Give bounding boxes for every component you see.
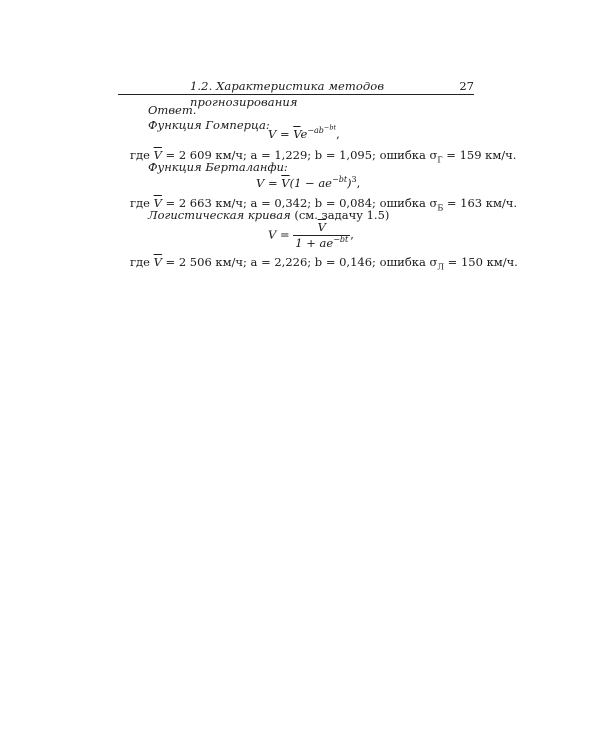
answer-label: Ответ. — [148, 103, 197, 117]
running-head — [118, 78, 474, 109]
formula-fraction — [293, 221, 350, 250]
where-error: = 163 км/ч. — [443, 196, 518, 210]
formula-close: ) — [347, 176, 352, 190]
where-error: = 159 км/ч. — [442, 148, 517, 162]
formula-tail: , — [336, 127, 340, 141]
bertalanffy-label: Функция Берталанфи: — [148, 160, 288, 174]
header-rule — [118, 94, 474, 95]
where-prefix: где — [130, 255, 154, 269]
logistic-formula — [268, 221, 354, 250]
formula-tail: , — [350, 227, 354, 242]
sigma-subscript: Б — [437, 203, 444, 213]
where-v-bar: $\overline{V}$ — [153, 148, 162, 162]
logistic-reference: (см. задачу 1.5) — [290, 208, 390, 222]
formula-exp2: −bt — [323, 123, 337, 132]
fraction-numerator: $\overline{V}$ — [317, 220, 326, 234]
where-values: = 2 609 км/ч; a = 1,229; b = 1,095; ошибка σ — [161, 148, 438, 162]
where-error: = 150 км/ч. — [444, 255, 518, 269]
logistic-label-line — [148, 208, 389, 222]
formula-lhs: V = — [268, 227, 294, 242]
denominator-exp: −bt — [333, 235, 349, 245]
formula-e: e — [300, 127, 308, 141]
formula-power: 3 — [351, 175, 357, 185]
formula-exp: −bt — [332, 175, 348, 185]
formula-lhs: V = — [268, 127, 294, 141]
where-v-bar: $\overline{V}$ — [153, 196, 162, 210]
formula-tail: , — [356, 176, 361, 190]
formula-exp: −ab — [307, 126, 324, 136]
section-title: 1.2. Характеристика методов прогнозирования — [190, 79, 385, 109]
formula-lhs: V = — [256, 176, 282, 190]
gompertz-label: Функция Гомперца: — [148, 118, 270, 132]
where-values: = 2 663 км/ч; a = 0,342; b = 0,084; ошибка σ — [161, 196, 438, 210]
formula-mid: (1 − ae — [289, 176, 332, 190]
sigma-subscript: Г — [437, 155, 443, 165]
sigma-subscript: Л — [437, 262, 445, 272]
logistic-where — [130, 255, 518, 272]
bertalanffy-formula — [256, 176, 360, 190]
gompertz-formula — [268, 123, 340, 141]
logistic-label: Логистическая кривая — [148, 208, 291, 222]
fraction-denominator: 1 + ae — [295, 236, 334, 250]
page-number: 27 — [459, 79, 474, 93]
where-v-bar: $\overline{V}$ — [153, 255, 162, 269]
formula-v-bar: $\overline{V}$ — [293, 127, 301, 141]
formula-v-bar: $\overline{V}$ — [281, 176, 290, 190]
where-values: = 2 506 км/ч; a = 2,226; b = 0,146; ошибка σ — [161, 255, 438, 269]
where-prefix: где — [130, 148, 154, 162]
where-prefix: где — [130, 196, 154, 210]
